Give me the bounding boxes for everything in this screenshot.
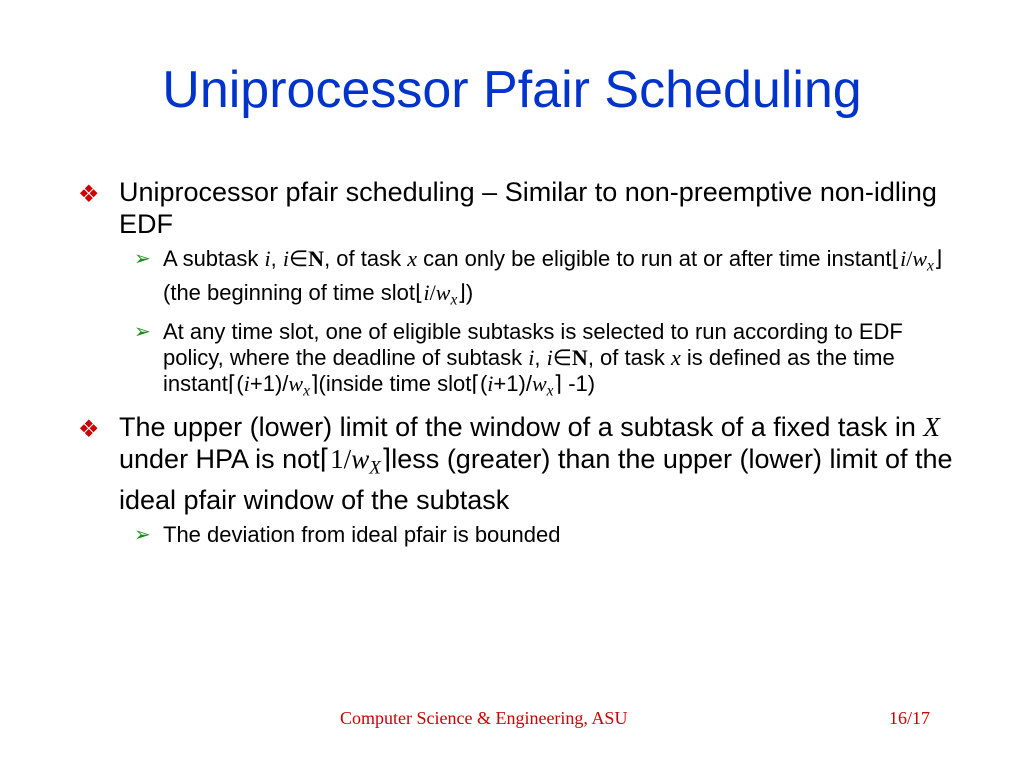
text-run: can only be eligible to run at or after time instant bbox=[416, 246, 892, 271]
text-run: (the beginning of time slot bbox=[163, 279, 415, 305]
text-run: , bbox=[534, 345, 547, 371]
floor-close: ⌋ bbox=[457, 279, 466, 305]
math-w: w bbox=[288, 371, 304, 397]
math-i: i bbox=[900, 246, 907, 271]
bullet-level2 bbox=[78, 522, 958, 548]
ceil-open: ⌈ bbox=[471, 371, 480, 397]
text-run: is defined as the time instant bbox=[163, 345, 895, 397]
text-run: under HPA is not bbox=[119, 443, 320, 474]
math-w: w bbox=[531, 371, 547, 397]
text-run: -1) bbox=[562, 371, 596, 397]
floor-open: ⌊ bbox=[414, 279, 424, 305]
arrow-bullet-icon: ➢ bbox=[134, 524, 151, 547]
ceil-close: ⌉ bbox=[380, 443, 392, 474]
text-run: The upper (lower) limit of the window of a subtask of a fixed task in bbox=[119, 411, 924, 442]
text-run: At any time slot, one of eligible subtasks is selected to run according to EDF policy, where the deadline of subtask bbox=[163, 319, 903, 371]
footer-page-number: 16/17 bbox=[889, 708, 931, 728]
math-in: ∈ bbox=[289, 246, 309, 271]
math-slash: / bbox=[906, 246, 913, 271]
math-w: w bbox=[912, 246, 927, 271]
math-x-sub: x bbox=[303, 382, 310, 400]
text-run: ( bbox=[479, 371, 488, 397]
math-i: i bbox=[546, 345, 553, 371]
diamond-bullet-icon: ❖ bbox=[78, 415, 100, 443]
math-x-sub: x bbox=[450, 291, 458, 309]
math-i: i bbox=[264, 246, 271, 271]
math-i: i bbox=[528, 345, 535, 371]
bullet-text: The deviation from ideal pfair is bounded bbox=[163, 522, 561, 548]
text-run: A subtask bbox=[163, 246, 265, 271]
text-run: ( bbox=[236, 371, 244, 397]
ceil-close: ⌉ bbox=[553, 371, 563, 397]
math-one: 1/ bbox=[330, 443, 352, 474]
arrow-bullet-icon: ➢ bbox=[134, 321, 151, 344]
math-w: w bbox=[435, 279, 451, 305]
text-run: +1)/ bbox=[493, 371, 532, 397]
bullet-level1 bbox=[78, 176, 958, 240]
math-N: N bbox=[308, 246, 325, 271]
diamond-bullet-icon: ❖ bbox=[78, 181, 100, 208]
math-X-sub: X bbox=[369, 457, 381, 479]
math-slash: / bbox=[429, 279, 436, 305]
bullet-level2 bbox=[78, 246, 958, 313]
text-run: (inside time slot bbox=[318, 371, 472, 397]
bullet-level1 bbox=[78, 411, 958, 517]
text-run: ) bbox=[465, 279, 474, 305]
arrow-bullet-icon: ➢ bbox=[134, 248, 151, 270]
math-i: i bbox=[282, 246, 289, 271]
math-x: x bbox=[407, 246, 417, 271]
text-run: +1)/ bbox=[249, 371, 289, 397]
floor-open: ⌊ bbox=[891, 246, 901, 271]
slide-title: Uniprocessor Pfair Scheduling bbox=[162, 61, 862, 119]
math-in: ∈ bbox=[552, 345, 572, 371]
math-i: i bbox=[243, 371, 250, 397]
ceil-open: ⌈ bbox=[227, 371, 237, 397]
math-x: x bbox=[670, 345, 681, 371]
floor-close: ⌋ bbox=[933, 246, 943, 271]
math-i: i bbox=[423, 279, 430, 305]
math-i: i bbox=[487, 371, 494, 397]
math-N: N bbox=[571, 345, 588, 371]
ceil-open: ⌈ bbox=[319, 443, 331, 474]
text-run: less (greater) than the upper (lower) limit of the ideal pfair window of the subtask bbox=[119, 443, 953, 516]
math-X: X bbox=[923, 411, 940, 442]
bullet-level2 bbox=[78, 319, 958, 405]
math-x-sub: x bbox=[546, 382, 554, 400]
text-run: , bbox=[270, 246, 283, 271]
math-x-sub: x bbox=[927, 257, 934, 275]
ceil-close: ⌉ bbox=[309, 371, 319, 397]
math-w: w bbox=[351, 443, 370, 474]
slide-body bbox=[78, 176, 958, 554]
text-run: , of task bbox=[587, 345, 671, 371]
bullet-text: Uniprocessor pfair scheduling – Similar to non-preemptive non-idling EDF bbox=[119, 177, 937, 239]
text-run: , of task bbox=[324, 246, 408, 271]
footer-department: Computer Science & Engineering, ASU bbox=[340, 708, 628, 728]
